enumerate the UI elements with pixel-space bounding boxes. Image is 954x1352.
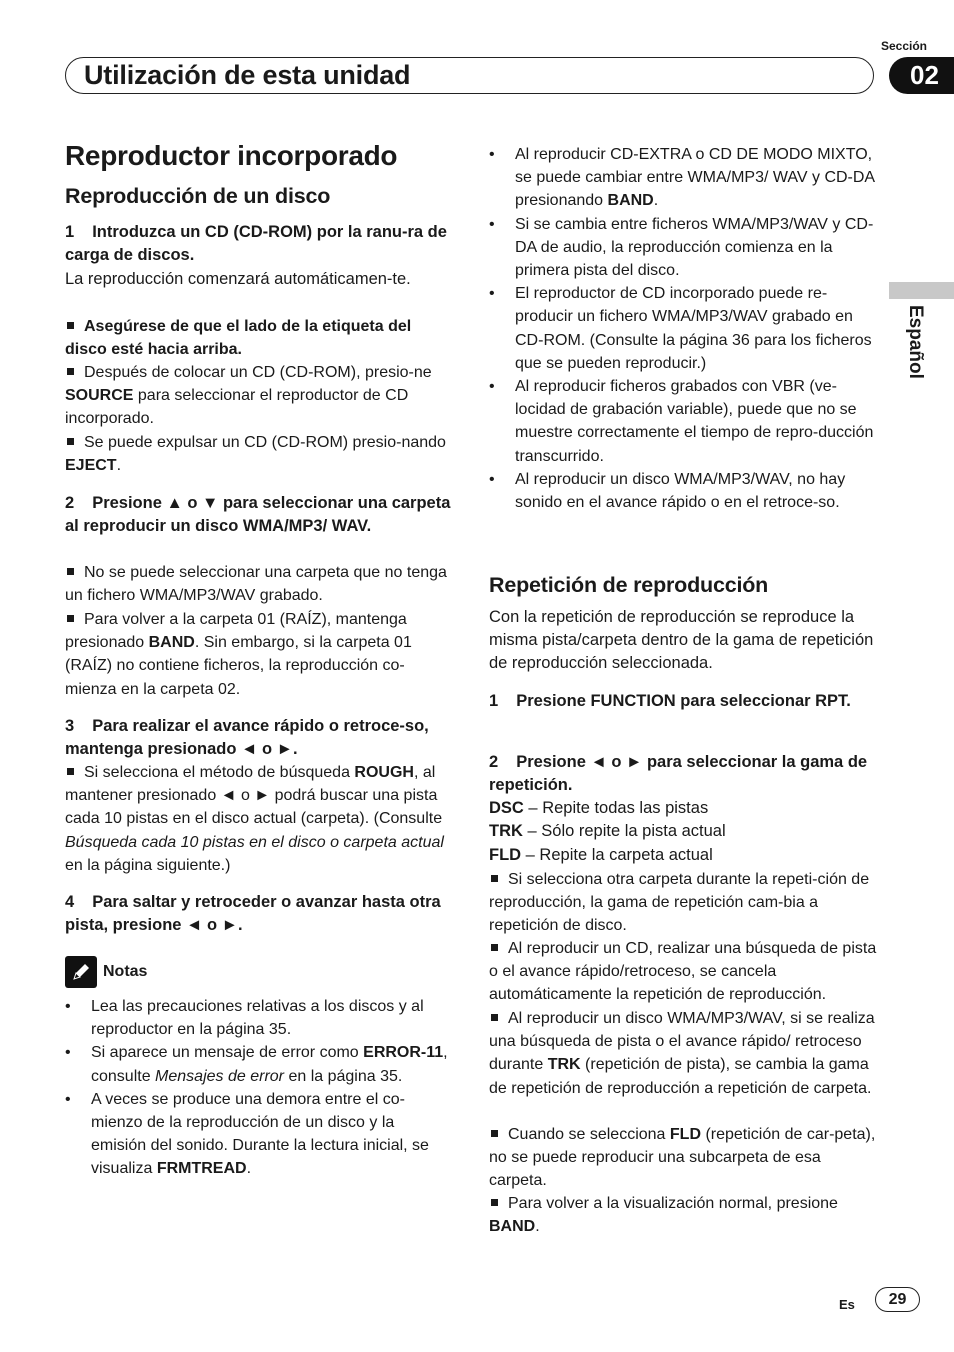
- square-bullet-icon: [67, 568, 74, 575]
- square-bullet-icon: [67, 322, 74, 329]
- section-intro: Con la repetición de reproducción se reproduce la misma pista/carpeta dentro de la gama de repetición de reproducción seleccionada.: [489, 608, 874, 673]
- square-bullet-icon: [491, 944, 498, 951]
- note-item: Se puede expulsar un CD (CD-ROM) presio-nando EJECT.: [65, 434, 446, 475]
- repeat-option-trk: TRK – Sólo repite la pista actual: [489, 822, 726, 840]
- section-heading-repeat: Repetición de reproducción: [489, 573, 769, 597]
- note-item: Después de colocar un CD (CD-ROM), presio-ne SOURCE para seleccionar el reproductor de CD incorporado.: [65, 364, 432, 428]
- square-bullet-icon: [67, 368, 74, 375]
- step-2: 2 Presione ◄ o ► para seleccionar la gama de repetición.: [489, 753, 868, 794]
- step-description: La reproducción comenzará automáticamen-te.: [65, 270, 411, 288]
- square-bullet-icon: [491, 875, 498, 882]
- notes-header: [65, 956, 147, 988]
- note-item: Para volver a la carpeta 01 (RAÍZ), mantenga presionado BAND. Sin embargo, si la carpeta 01 (RAÍZ) no contiene ficheros, la reproducción co-mienza en la carpeta 02.: [65, 611, 412, 698]
- list-item: • Si aparece un mensaje de error como ERROR-11, consulte Mensajes de error en la página 35.: [65, 1041, 453, 1087]
- footer-language-code: Es: [839, 1297, 855, 1312]
- bullet-list: [489, 143, 879, 514]
- note-item: Si selecciona el método de búsqueda ROUGH, al mantener presionado ◄ o ► podrá buscar una pista cada 10 pistas en el disco actual (carpeta). (Consulte Búsqueda cada 10 pistas en el disco o carpeta actual en la página siguiente.): [65, 764, 444, 874]
- step-2: 2 Presione ▲ o ▼ para seleccionar una carpeta al reproducir un disco WMA/MP3/ WAV.: [65, 494, 451, 535]
- section-heading-disc-playback: Reproducción de un disco: [65, 184, 331, 208]
- page-number: 29: [875, 1287, 920, 1312]
- square-bullet-icon: [67, 615, 74, 622]
- square-bullet-icon: [491, 1199, 498, 1206]
- language-label: Español: [905, 305, 926, 379]
- repeat-option-dsc: DSC – Repite todas las pistas: [489, 799, 709, 817]
- square-bullet-icon: [67, 438, 74, 445]
- step-4: 4 Para saltar y retroceder o avanzar hasta otra pista, presione ◄ o ►.: [65, 893, 441, 934]
- square-bullet-icon: [491, 1014, 498, 1021]
- step-3: 3 Para realizar el avance rápido o retroce-so, mantenga presionado ◄ o ►.: [65, 717, 429, 758]
- square-bullet-icon: [67, 768, 74, 775]
- list-item: • A veces se produce una demora entre el co-mienzo de la reproducción de un disco y la emisión del sonido. Durante la lectura inicial, se visualiza FRMTREAD.: [65, 1088, 453, 1181]
- section-number-badge: 02: [889, 57, 954, 94]
- step-text: Introduzca un CD (CD-ROM) por la ranu-ra de carga de discos.: [65, 223, 447, 264]
- list-item: • Al reproducir ficheros grabados con VBR (ve-locidad de grabación variable), puede que no se muestre correctamente el tiempo de repro-ducción transcurrido.: [489, 375, 879, 468]
- notes-list: [65, 995, 453, 1181]
- note-item: Si selecciona otra carpeta durante la repeti-ción de reproducción, la gama de repetición cam-bia a repetición de disco.: [489, 871, 870, 935]
- square-bullet-icon: [491, 1130, 498, 1137]
- section-label: Sección: [880, 39, 927, 53]
- list-item: • Al reproducir un disco WMA/MP3/WAV, no hay sonido en el avance rápido o en el retroce-so.: [489, 468, 879, 514]
- note-item: Cuando se selecciona FLD (repetición de car-peta), no se puede reproducir una subcarpeta de esa carpeta.: [489, 1126, 876, 1190]
- repeat-option-fld: FLD – Repite la carpeta actual: [489, 846, 713, 864]
- list-item: • Al reproducir CD-EXTRA o CD DE MODO MIXTO, se puede cambiar entre WMA/MP3/ WAV y CD-DA presionando BAND.: [489, 143, 879, 213]
- note-item: No se puede seleccionar una carpeta que no tenga un fichero WMA/MP3/WAV grabado.: [65, 564, 447, 605]
- page-title: Reproductor incorporado: [65, 140, 398, 171]
- note-item: Para volver a la visualización normal, presione BAND.: [489, 1195, 838, 1236]
- notes-title: Notas: [103, 963, 148, 980]
- list-item: • Si se cambia entre ficheros WMA/MP3/WAV y CD-DA de audio, la reproducción comienza en la primera pista del disco.: [489, 213, 879, 283]
- step-1: [65, 221, 453, 267]
- list-item: • Lea las precauciones relativas a los discos y al reproductor en la página 35.: [65, 995, 453, 1041]
- note-item: Al reproducir un disco WMA/MP3/WAV, si se realiza una búsqueda de pista o el avance rápido/ retroceso durante TRK (repetición de pista), se cambia la gama de repetición de reproducción a repetición de carpeta.: [489, 1010, 875, 1097]
- note-pencil-icon: [65, 956, 97, 988]
- note-item: Asegúrese de que el lado de la etiqueta del disco esté hacia arriba.: [65, 318, 412, 359]
- language-tab: [889, 282, 954, 299]
- step-1: 1 Presione FUNCTION para seleccionar RPT.: [489, 692, 851, 710]
- list-item: • El reproductor de CD incorporado puede re-producir un fichero WMA/MP3/WAV grabado en CD-ROM. (Consulte la página 36 para los ficheros que se pueden reproducir.): [489, 282, 879, 375]
- header-title: Utilización de esta unidad: [84, 60, 411, 90]
- note-item: Al reproducir un CD, realizar una búsqueda de pista o el avance rápido/retroceso, se cancela automáticamente la repetición de reproducción.: [489, 940, 877, 1004]
- step-number: 1: [65, 223, 75, 241]
